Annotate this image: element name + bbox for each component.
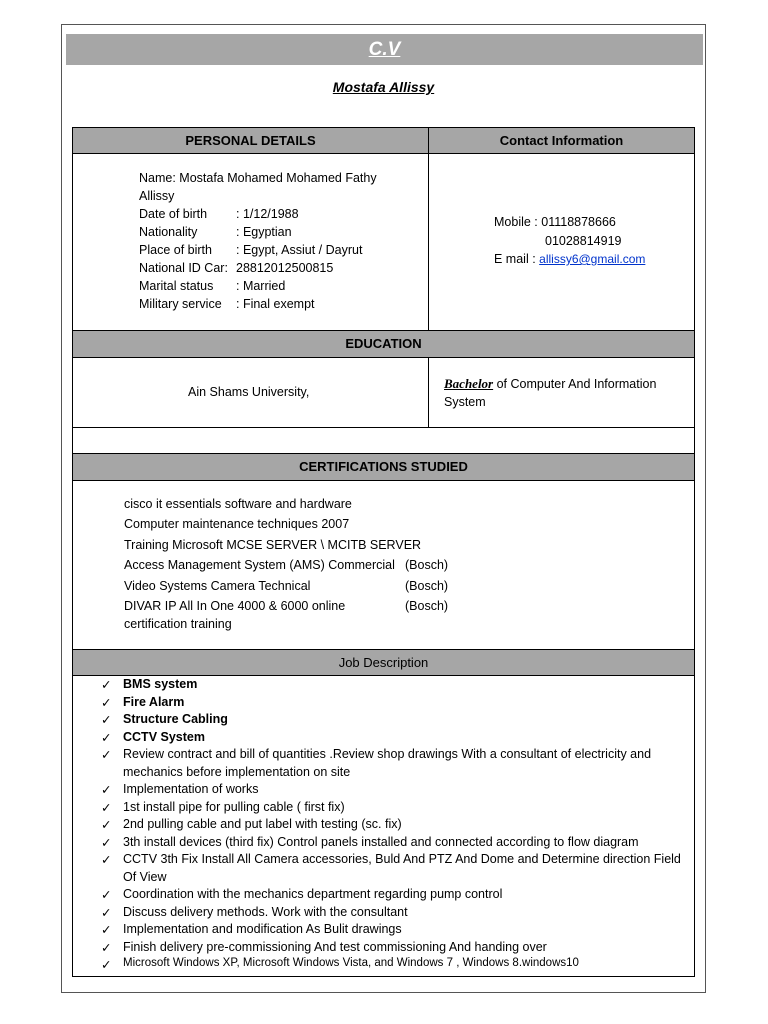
job-item-text: Microsoft Windows XP, Microsoft Windows Vista, and Windows 7 , Windows 8.windows10 (123, 957, 579, 969)
personal-detail-label: Military service (139, 297, 222, 311)
job-item-text: Finish delivery pre-commissioning And test commissioning And handing over (123, 939, 547, 954)
check-icon: ✓ (101, 800, 112, 815)
personal-detail-label: Nationality (139, 225, 198, 239)
check-icon: ✓ (101, 695, 112, 710)
degree-title: Bachelor (444, 376, 494, 391)
education-degree-box (428, 357, 695, 428)
check-icon: ✓ (101, 730, 112, 745)
contact-info-heading: Contact Information (428, 127, 695, 154)
cv-title: C.V (368, 39, 401, 60)
personal-detail-row (139, 225, 292, 239)
check-icon: ✓ (101, 905, 112, 920)
check-icon: ✓ (101, 748, 112, 762)
personal-name-line2: Allissy (139, 189, 175, 203)
job-item-text: CCTV System (123, 729, 205, 744)
job-item-text: Implementation and modification As Bulit drawings (123, 922, 402, 936)
personal-detail-value: : Married (236, 279, 286, 293)
check-icon: ✓ (101, 818, 112, 832)
job-item-text: Fire Alarm (123, 694, 185, 709)
job-item-text: Structure Cabling (123, 712, 228, 726)
personal-details-heading: PERSONAL DETAILS (72, 127, 429, 154)
job-item-text: Implementation of works (123, 782, 259, 796)
personal-detail-value: : Egyptian (236, 225, 292, 239)
person-name: Mostafa Allissy (332, 79, 435, 95)
education-heading: EDUCATION (72, 330, 695, 358)
email-label: E mail : (494, 252, 540, 266)
university-name: Ain Shams University, (188, 385, 310, 399)
degree-rest1: of Computer And Information (493, 377, 657, 391)
personal-detail-label: Date of birth (139, 207, 208, 221)
personal-detail-label: National ID Car: (139, 261, 228, 275)
job-item-text: BMS system (123, 677, 198, 691)
email-link[interactable]: allissy6@gmail.com (539, 252, 646, 266)
personal-name-line1: Name: Mostafa Mohamed Mohamed Fathy (139, 171, 377, 185)
check-icon: ✓ (101, 853, 112, 867)
personal-detail-label: Place of birth (139, 243, 212, 257)
check-icon: ✓ (101, 783, 112, 797)
job-item-text: mechanics before implementation on site (123, 764, 351, 779)
job-description-title: Job Description (338, 655, 429, 670)
job-item-text: Coordination with the mechanics department regarding pump control (123, 887, 503, 901)
personal-detail-row (139, 207, 299, 221)
personal-detail-value: : Final exempt (236, 297, 315, 311)
mobile2-line: 01028814919 (545, 234, 622, 248)
job-item-text: Of View (123, 869, 167, 884)
job-item-text: 3th install devices (third fix) Control panels installed and connected according to flow diagram (123, 834, 639, 849)
certification-item: Video Systems Camera Technical (124, 579, 311, 593)
spacer-row (72, 427, 695, 454)
certification-item: certification training (124, 617, 232, 631)
certification-item: Training Microsoft MCSE SERVER \ MCITB SERVER (124, 538, 422, 552)
job-item-text: Review contract and bill of quantities .Review shop drawings With a consultant of electricity and (123, 747, 652, 761)
check-icon: ✓ (101, 923, 112, 937)
certification-vendor: (Bosch) (405, 579, 449, 593)
email-line (494, 252, 645, 266)
check-icon: ✓ (101, 888, 112, 902)
personal-detail-label: Marital status (139, 279, 214, 293)
certification-item: Access Management System (AMS) Commercial (124, 558, 395, 572)
job-item-text: Discuss delivery methods. Work with the consultant (123, 904, 408, 919)
job-item-text: CCTV 3th Fix Install All Camera accessories, Buld And PTZ And Dome and Determine direction Field (123, 852, 681, 866)
degree-line1 (444, 376, 656, 392)
certification-item: DIVAR IP All In One 4000 & 6000 online (124, 599, 346, 613)
certification-item: Computer maintenance techniques 2007 (124, 517, 350, 531)
job-description-heading (72, 649, 695, 676)
personal-detail-row (139, 279, 285, 293)
personal-detail-value: : 1/12/1988 (236, 207, 299, 221)
check-icon: ✓ (101, 835, 112, 850)
check-icon: ✓ (101, 678, 112, 692)
check-icon: ✓ (101, 713, 112, 727)
certification-vendor: (Bosch) (405, 599, 449, 613)
cv-title-bar (66, 34, 703, 65)
personal-detail-row (139, 297, 315, 311)
personal-detail-row (139, 261, 333, 275)
job-item-text: 2nd pulling cable and put label with testing (sc. fix) (123, 817, 402, 831)
check-icon: ✓ (101, 958, 112, 972)
check-icon: ✓ (101, 940, 112, 955)
personal-detail-value: : Egypt, Assiut / Dayrut (236, 243, 363, 257)
certification-vendor: (Bosch) (405, 558, 449, 572)
degree-line2: System (444, 395, 486, 409)
job-item-text: 1st install pipe for pulling cable ( first fix) (123, 799, 345, 814)
mobile-line: Mobile : 01118878666 (494, 215, 616, 229)
certifications-heading: CERTIFICATIONS STUDIED (72, 453, 695, 481)
certification-item: cisco it essentials software and hardware (124, 497, 352, 511)
personal-detail-row (139, 243, 362, 257)
personal-detail-value: 28812012500815 (236, 261, 334, 275)
